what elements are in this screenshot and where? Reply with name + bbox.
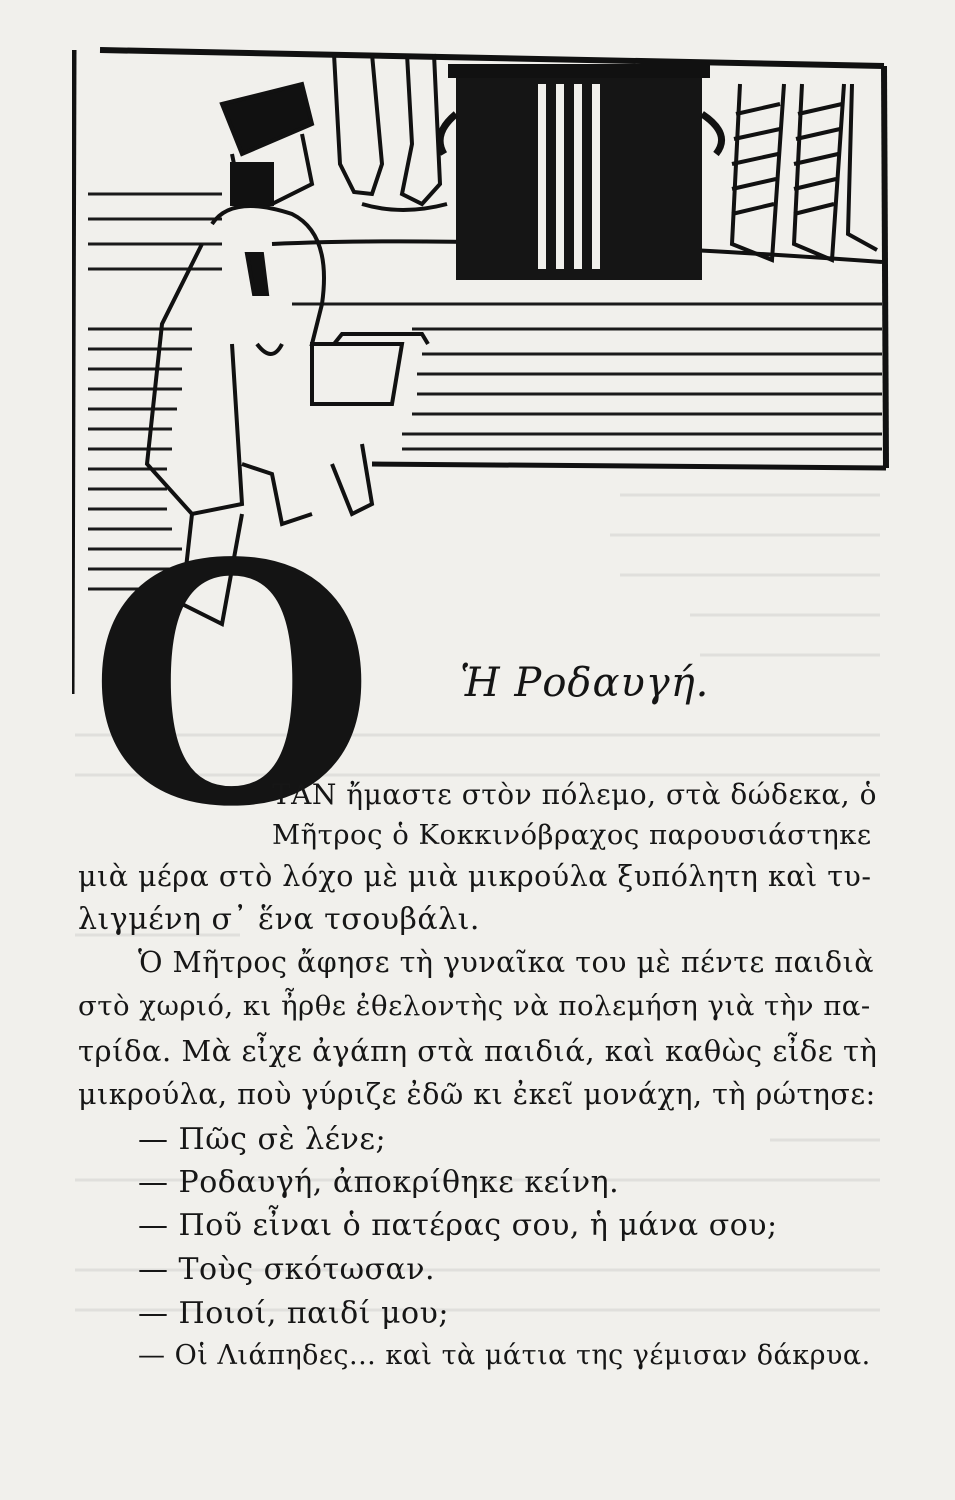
body-line: λιγμένη σ᾿ ἕνα τσουβάλι. [78, 902, 480, 937]
body-line: μικρούλα, ποὺ γύριζε ἐδῶ κι ἐκεῖ μονάχη, τὴ ρώτησε: [78, 1078, 876, 1111]
body-line: μιὰ μέρα στὸ λόχο μὲ μιὰ μικρούλα ξυπόλητη καὶ τυ- [78, 860, 872, 893]
dialogue-line: — Ποῦ εἶναι ὁ πατέρας σου, ἡ μάνα σου; [138, 1208, 778, 1243]
body-line: Μῆτρος ὁ Κοκκινόβραχος παρουσιάστηκε [272, 819, 872, 851]
dialogue-line: — Ποιοί, παιδί μου; [138, 1296, 449, 1331]
body-line: τρίδα. Μὰ εἶχε ἀγάπη στὰ παιδιά, καὶ καθὼς εἶδε τὴ [78, 1034, 878, 1068]
chapter-title: Ἡ Ροδαυγή. [460, 660, 710, 706]
body-line: ΤΑΝ ἤμαστε στὸν πόλεμο, στὰ δώδεκα, ὁ [272, 778, 877, 811]
dialogue-line: — Τοὺς σκότωσαν. [138, 1252, 436, 1287]
body-line: στὸ χωριό, κι ἦρθε ἐθελοντὴς νὰ πολεμήση γιὰ τὴν πα- [78, 990, 871, 1022]
dialogue-line: — Οἱ Λιάπηδες... καὶ τὰ μάτια της γέμισαν δάκρυα. [138, 1340, 871, 1371]
body-line: Ὁ Μῆτρος ἄφησε τὴ γυναῖκα του μὲ πέντε παιδιὰ [138, 946, 875, 979]
drop-cap-letter: O [88, 491, 372, 879]
dialogue-line: — Πῶς σὲ λένε; [138, 1122, 387, 1157]
dialogue-line: — Ροδαυγή, ἀποκρίθηκε κείνη. [138, 1165, 620, 1200]
